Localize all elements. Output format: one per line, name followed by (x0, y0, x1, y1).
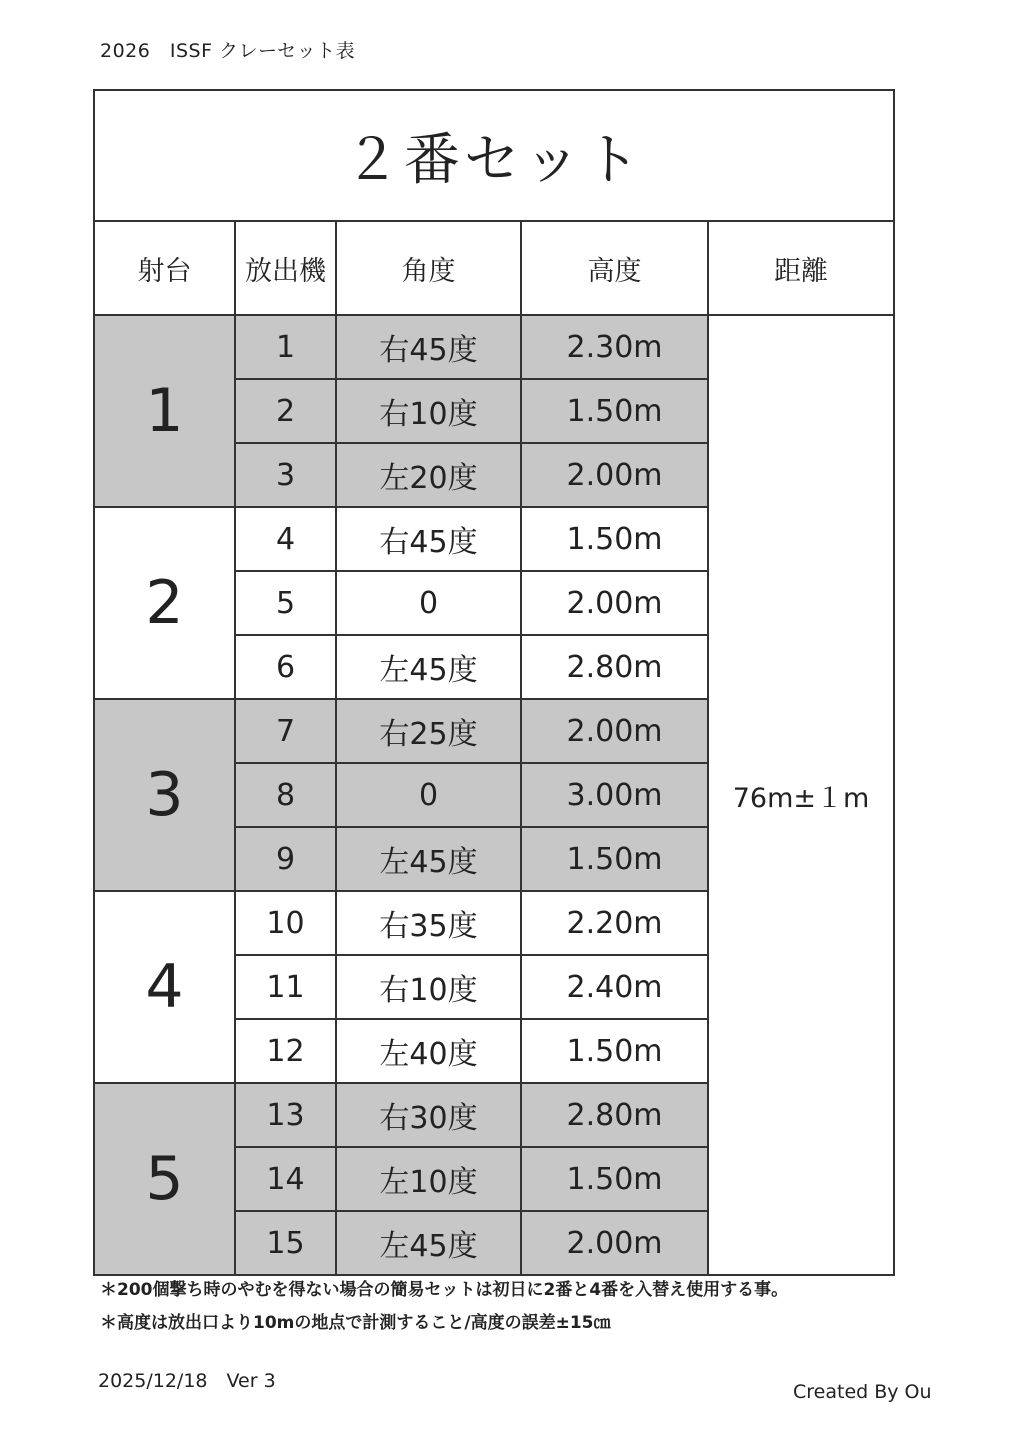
angle-cell: 右10度 (336, 955, 521, 1019)
machine-cell: 10 (235, 891, 336, 955)
machine-cell: 6 (235, 635, 336, 699)
height-cell: 2.80m (521, 635, 708, 699)
angle-cell: 右35度 (336, 891, 521, 955)
footer-credit: Created By Ou (793, 1381, 932, 1403)
angle-cell: 左45度 (336, 1211, 521, 1275)
height-cell: 1.50m (521, 507, 708, 571)
height-cell: 2.80m (521, 1083, 708, 1147)
height-cell: 2.00m (521, 571, 708, 635)
station-cell: 2 (94, 507, 235, 699)
angle-cell: 左45度 (336, 827, 521, 891)
height-cell: 1.50m (521, 1147, 708, 1211)
machine-cell: 2 (235, 379, 336, 443)
machine-cell: 4 (235, 507, 336, 571)
angle-cell: 左20度 (336, 443, 521, 507)
height-cell: 2.30m (521, 315, 708, 379)
page-header: 2026 ISSF クレーセット表 (100, 40, 356, 62)
distance-cell: 76m±１m (708, 315, 894, 1275)
angle-cell: 右10度 (336, 379, 521, 443)
angle-cell: 右25度 (336, 699, 521, 763)
machine-cell: 14 (235, 1147, 336, 1211)
notes (100, 1274, 788, 1340)
machine-cell: 8 (235, 763, 336, 827)
height-cell: 3.00m (521, 763, 708, 827)
angle-cell: 右45度 (336, 507, 521, 571)
angle-cell: 右30度 (336, 1083, 521, 1147)
machine-cell: 7 (235, 699, 336, 763)
station-cell: 4 (94, 891, 235, 1083)
machine-cell: 12 (235, 1019, 336, 1083)
footer-date-version: 2025/12/18 Ver 3 (98, 1370, 276, 1392)
machine-cell: 5 (235, 571, 336, 635)
height-cell: 1.50m (521, 1019, 708, 1083)
height-cell: 1.50m (521, 379, 708, 443)
station-cell: 5 (94, 1083, 235, 1275)
station-cell: 3 (94, 699, 235, 891)
header-height: 高度 (521, 221, 708, 315)
machine-cell: 3 (235, 443, 336, 507)
table-row (94, 315, 894, 379)
machine-cell: 1 (235, 315, 336, 379)
note-line: ＊高度は放出口より10mの地点で計測すること/高度の誤差±15㎝ (100, 1313, 611, 1333)
height-cell: 2.00m (521, 699, 708, 763)
station-cell: 1 (94, 315, 235, 507)
height-cell: 2.00m (521, 1211, 708, 1275)
machine-cell: 15 (235, 1211, 336, 1275)
angle-cell: 0 (336, 763, 521, 827)
header-machine: 放出機 (235, 221, 336, 315)
machine-cell: 11 (235, 955, 336, 1019)
angle-cell: 0 (336, 571, 521, 635)
angle-cell: 右45度 (336, 315, 521, 379)
angle-cell: 左40度 (336, 1019, 521, 1083)
angle-cell: 左45度 (336, 635, 521, 699)
note-line: ＊200個撃ち時のやむを得ない場合の簡易セットは初日に2番と4番を入替え使用する事。 (100, 1280, 789, 1300)
height-cell: 1.50m (521, 827, 708, 891)
height-cell: 2.00m (521, 443, 708, 507)
machine-cell: 9 (235, 827, 336, 891)
header-row (94, 221, 894, 315)
header-distance: 距離 (708, 221, 894, 315)
header-angle: 角度 (336, 221, 521, 315)
clay-set-table (93, 89, 895, 1276)
table-title: ２番セット (94, 90, 894, 221)
angle-cell: 左10度 (336, 1147, 521, 1211)
machine-cell: 13 (235, 1083, 336, 1147)
header-station: 射台 (94, 221, 235, 315)
height-cell: 2.40m (521, 955, 708, 1019)
height-cell: 2.20m (521, 891, 708, 955)
